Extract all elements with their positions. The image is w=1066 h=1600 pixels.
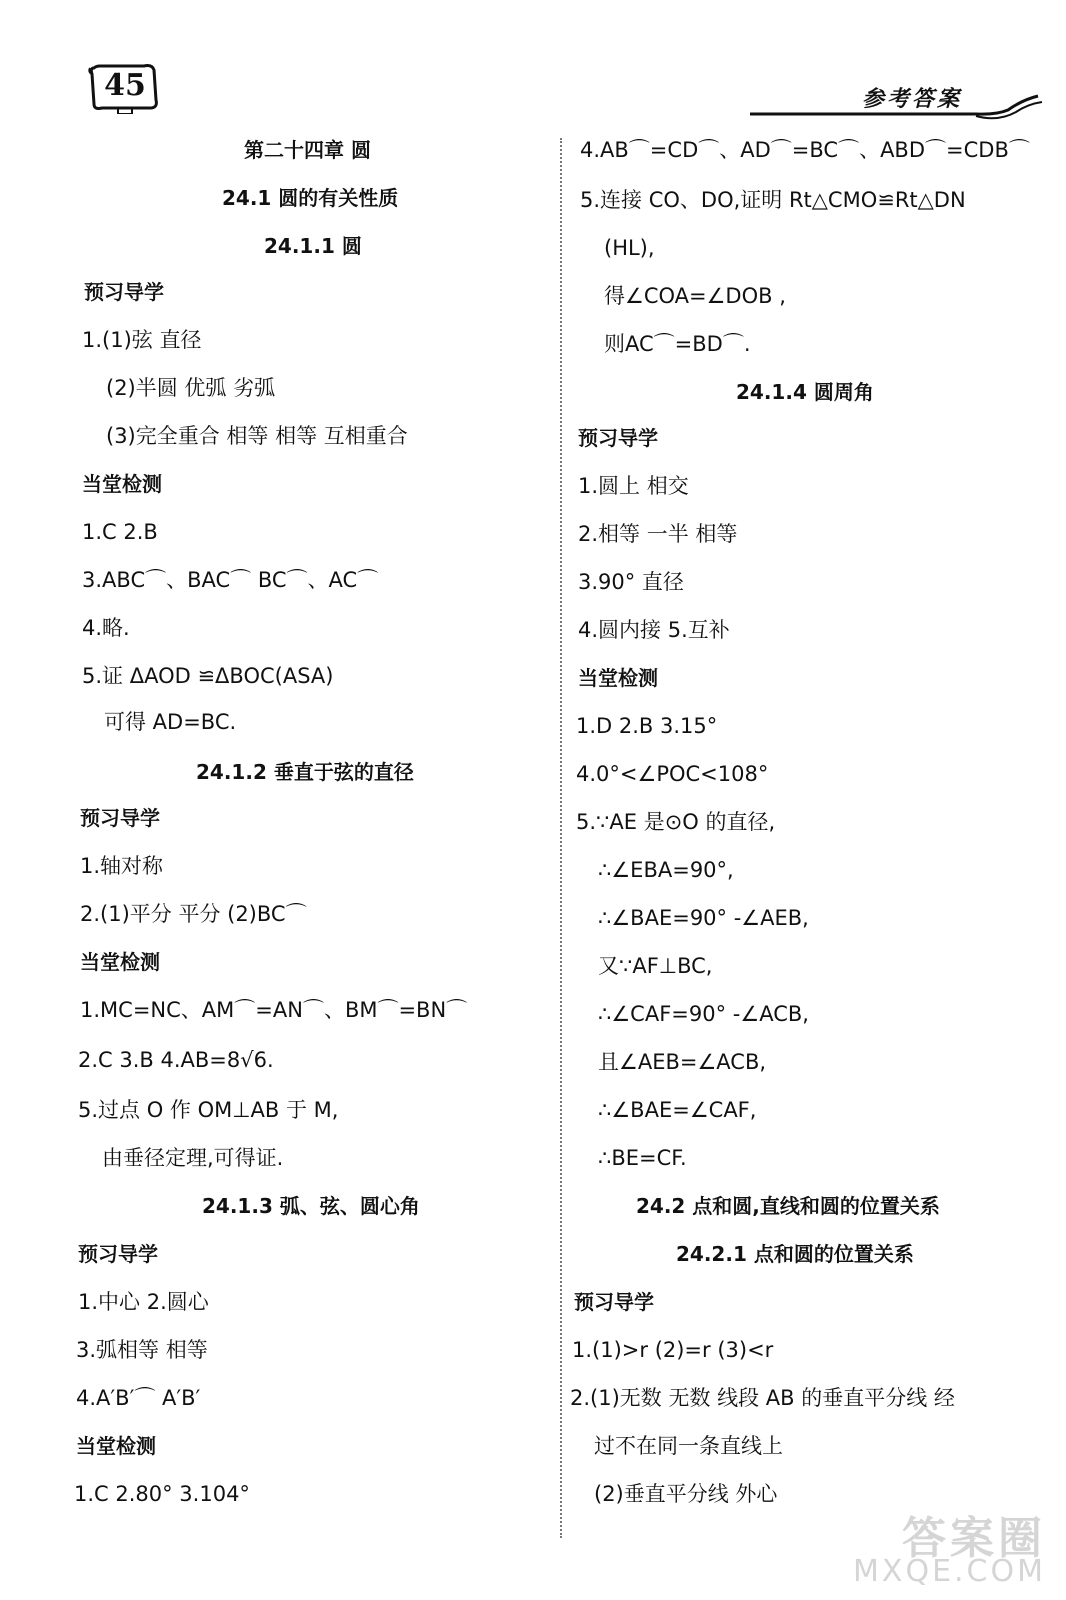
answer-line: 则AC⌒=BD⌒. [604,332,751,356]
answer-line: 2.(1)无数 无数 线段 AB 的垂直平分线 经 [570,1386,955,1410]
answer-line: 1.(1)>r (2)=r (3)<r [572,1338,774,1362]
answer-line: 3.90° 直径 [578,570,684,594]
category-preview-guide: 预习导学 [578,426,658,450]
answer-line: ∴∠EBA=90°, [598,858,734,882]
category-preview-guide: 预习导学 [84,280,164,304]
category-preview-guide: 预习导学 [78,1242,158,1266]
answer-line: 得∠COA=∠DOB , [604,284,786,308]
category-class-check: 当堂检测 [76,1434,156,1458]
answer-line: 1.(1)弦 直径 [82,328,202,352]
column-divider [560,138,562,1538]
answer-line: 1.轴对称 [80,854,164,878]
answer-line: 3.ABC⌒、BAC⌒ BC⌒、AC⌒ [82,568,379,592]
answer-line: ∴∠CAF=90° -∠ACB, [598,1002,809,1026]
answer-line: 5.连接 CO、DO,证明 Rt△CMO≌Rt△DN [580,188,966,212]
answer-line: 且∠AEB=∠ACB, [598,1050,767,1074]
page-number: 45 [104,68,146,103]
answer-line: 5.证 ΔAOD ≌ΔBOC(ASA) [82,664,334,688]
category-preview-guide: 预习导学 [574,1290,654,1314]
answer-line: (2)半圆 优弧 劣弧 [106,376,276,400]
answer-line: 1.D 2.B 3.15° [576,714,718,738]
section-24-1-title: 24.1 圆的有关性质 [222,186,399,210]
answer-line: 可得 AD=BC. [104,710,237,734]
answer-line: 4.AB⌒=CD⌒、AD⌒=BC⌒、ABD⌒=CDB⌒ [580,138,1030,162]
category-preview-guide: 预习导学 [80,806,160,830]
answer-line: ∴∠BAE=∠CAF, [598,1098,757,1122]
chapter-title: 第二十四章 圆 [244,138,371,162]
answer-line: 1.MC=NC、AM⌒=AN⌒、BM⌒=BN⌒ [80,998,468,1022]
subsection-24-1-3-title: 24.1.3 弧、弦、圆心角 [202,1194,420,1218]
category-class-check: 当堂检测 [82,472,162,496]
category-class-check: 当堂检测 [80,950,160,974]
watermark-url: MXQE.COM [853,1554,1046,1589]
answer-line: 4.A′B′⌒ A′B′ [76,1386,201,1410]
answer-line: 过不在同一条直线上 [594,1434,783,1458]
subsection-24-1-2-title: 24.1.2 垂直于弦的直径 [196,760,414,784]
watermark-logo-text: 答案圈 [902,1513,1046,1564]
answer-line: 2.相等 一半 相等 [578,522,738,546]
answer-line: 2.(1)平分 平分 (2)BC⌒ [80,902,307,926]
answer-line: 4.略. [82,616,130,640]
subsection-24-2-1-title: 24.2.1 点和圆的位置关系 [676,1242,914,1266]
header-reference-answers [746,82,1046,132]
category-class-check: 当堂检测 [578,666,658,690]
subsection-24-1-1-title: 24.1.1 圆 [264,234,362,258]
answer-line: 又∵AF⊥BC, [598,954,713,978]
answer-line: 1.C 2.80° 3.104° [74,1482,250,1506]
answer-line: 由垂径定理,可得证. [102,1146,284,1170]
answer-line: 3.弧相等 相等 [76,1338,208,1362]
answer-line: 1.中心 2.圆心 [78,1290,209,1314]
header-label: 参考答案 [861,86,962,112]
answer-line: (3)完全重合 相等 相等 互相重合 [106,424,408,448]
answer-line: 5.∵AE 是⊙O 的直径, [576,810,776,834]
answer-line: ∴BE=CF. [598,1146,687,1170]
answer-line: 5.过点 O 作 OM⊥AB 于 M, [78,1098,339,1122]
site-watermark [842,1502,1052,1592]
answer-line: 4.0°<∠POC<108° [576,762,769,786]
header-swoosh-icon [746,82,1046,132]
page-number-badge [88,60,162,114]
answer-line: 2.C 3.B 4.AB=8√6. [78,1048,274,1072]
answer-line: 1.圆上 相交 [578,474,689,498]
answer-line: 4.圆内接 5.互补 [578,618,730,642]
subsection-24-1-4-title: 24.1.4 圆周角 [736,380,874,404]
answer-line: ∴∠BAE=90° -∠AEB, [598,906,809,930]
answer-line: (HL), [604,236,655,260]
answer-line: 1.C 2.B [82,520,158,544]
answer-line: (2)垂直平分线 外心 [594,1482,778,1506]
section-24-2-title: 24.2 点和圆,直线和圆的位置关系 [636,1194,940,1218]
